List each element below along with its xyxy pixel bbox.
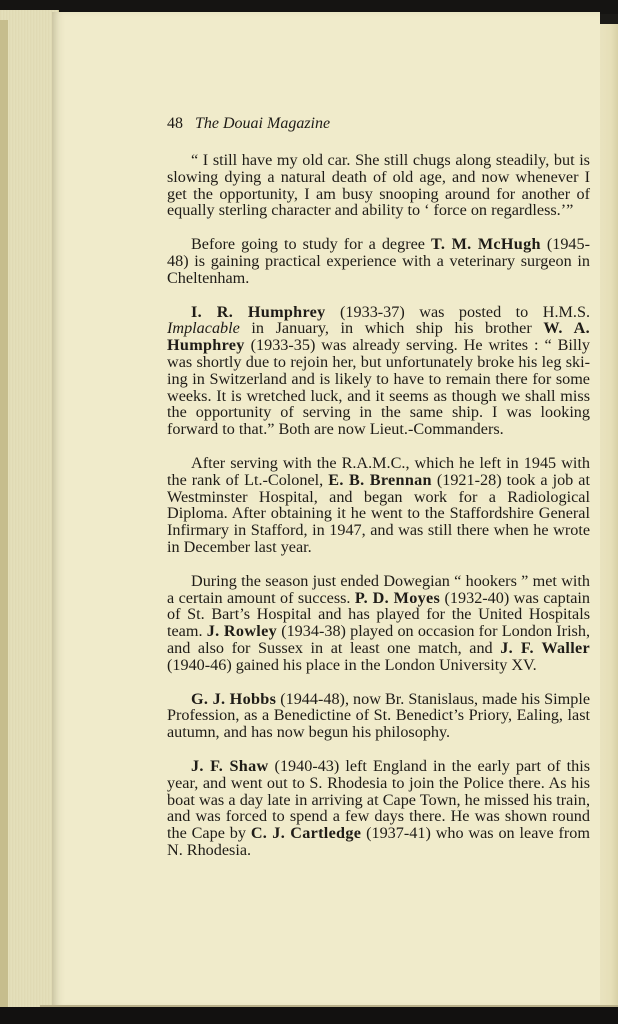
running-header xyxy=(167,116,590,142)
person-name: J. Rowley xyxy=(206,622,277,641)
text-run: After serving with the R.A.M.C., which he left in 1945 with the rank of Lt.-Colonel, xyxy=(167,453,590,489)
person-name: J. F. Shaw xyxy=(191,756,269,775)
person-name: W. A. Humphrey xyxy=(167,319,591,355)
text-run: (1934-38) played on occasion for London Irish, and also for Sussex in at least one match, and xyxy=(167,622,591,657)
paragraph-shaw xyxy=(167,758,590,859)
book-page-stack xyxy=(0,10,59,1010)
text-run: (1940-46) gained his place in the London University XV. xyxy=(167,655,537,674)
text-run: (1940-43) left England in the early part of this year, and went out to S. Rhodesia to join the Police there. As his boat was a day late in arriving at Cape Town, he missed his train, and was forced to spend a few days there. He was shown round the Cape by xyxy=(167,756,590,843)
page-number: 48 xyxy=(167,115,183,132)
paragraph-hobbs xyxy=(167,691,590,741)
person-name: G. J. Hobbs xyxy=(191,689,277,708)
book-cover-edge xyxy=(0,20,8,1010)
person-name: C. J. Cartledge xyxy=(250,824,362,843)
paragraph-humphrey xyxy=(167,304,590,438)
person-name: E. B. Brennan xyxy=(328,470,432,489)
text-run: (1933-35) was already serving. He writes : “ Billy was shortly due to rejoin her, but unfortunately broke his leg ski-ing in Switzerland and is likely to have to remain there for some weeks. It is wretched luck, and it seems as though we shall miss the opportunity of serving in the same ship. I was looking forward to that.” Both are now Lieut.-Commanders. xyxy=(167,336,590,439)
paragraph-mchugh xyxy=(167,236,590,286)
person-name: T. M. McHugh xyxy=(431,235,541,254)
facing-page-edge xyxy=(600,24,618,1009)
text-run: During the season just ended Dowegian “ hookers ” met with a certain amount of success. xyxy=(167,571,590,607)
text-run: (1932-40) was captain of St. Bart’s Hospital and has played for the United Hospitals team. xyxy=(167,588,590,641)
running-title: The Douai Magazine xyxy=(195,115,331,132)
paragraph-hookers xyxy=(167,573,590,674)
text-run: (1937-41) who was on leave from N. Rhodesia. xyxy=(167,824,590,859)
text-run: (1933-37) was posted to H.M.S. xyxy=(325,302,590,321)
paragraph-letter-quote xyxy=(167,152,590,219)
page-text-column xyxy=(167,116,590,876)
person-name: J. F. Waller xyxy=(500,638,590,657)
scan-bottom-border xyxy=(0,1007,618,1024)
text-run: Before going to study for a degree xyxy=(191,235,432,254)
person-name: I. R. Humphrey xyxy=(191,302,326,321)
text-run: (1944-48), now Br. Stanislaus, made his Simple Profession, as a Benedictine of St. Benedict’s Priory, Ealing, last autumn, and has now begun his philosophy. xyxy=(167,689,591,742)
paragraph-brennan xyxy=(167,455,590,556)
person-name: P. D. Moyes xyxy=(354,588,441,607)
ship-name: Implacable xyxy=(167,319,240,338)
text-run: in January, in which ship his brother xyxy=(239,319,544,338)
text-run: (1945-48) is gaining practical experience with a veterinary surgeon in Cheltenham. xyxy=(167,235,591,287)
text-run: (1921-28) took a job at Westminster Hospital, and began work for a Radiological Diploma. After obtaining it he went to the Staffordshire General Infirmary in Stafford, in 1947, and was still there when he wrote in December last year. xyxy=(167,470,590,556)
text-run: “ I still have my old car. She still chugs along steadily, but is slowing dying a natural death of old age, and now whenever I get the opportunity, I am busy snooping around for another of equally sterling character and ability to ‘ force on regardless.’” xyxy=(167,151,590,220)
